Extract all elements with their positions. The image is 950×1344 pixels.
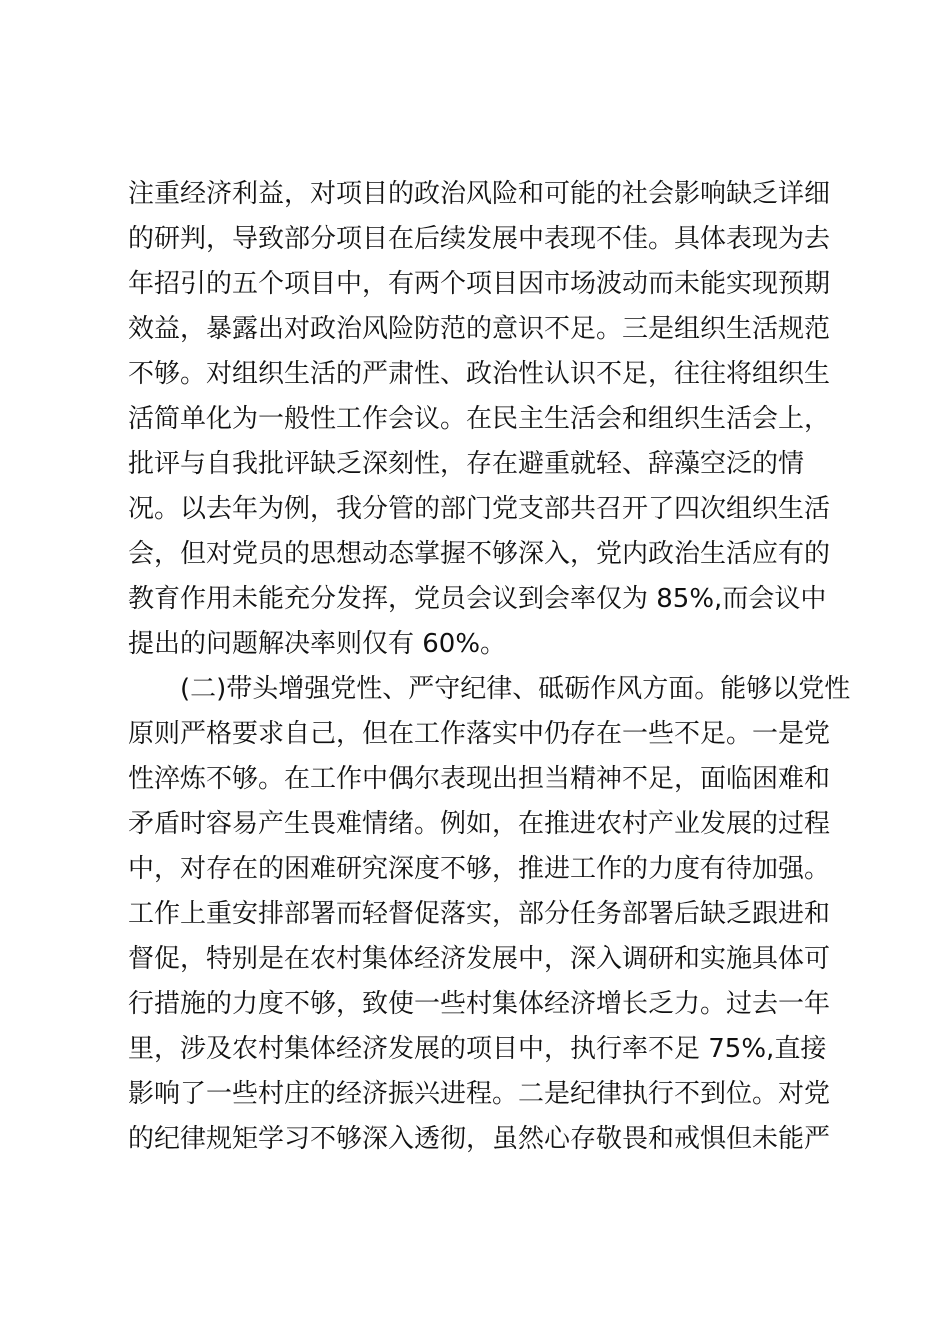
text-line: 注重经济利益，对项目的政治风险和可能的社会影响缺乏详细 <box>128 179 831 209</box>
section-heading-line: (二)带头增强党性、严守纪律、砥砺作风方面。能够以党性 <box>180 674 851 704</box>
document-body <box>128 172 851 1162</box>
text-line: 教育作用未能充分发挥，党员会议到会率仅为 85%,而会议中 <box>128 584 827 614</box>
text-line: 矛盾时容易产生畏难情绪。例如，在推进农村产业发展的过程 <box>128 809 831 839</box>
text-line: 会，但对党员的思想动态掌握不够深入，党内政治生活应有的 <box>128 539 831 569</box>
text-line: 行措施的力度不够，致使一些村集体经济增长乏力。过去一年 <box>128 989 831 1019</box>
text-line: 提出的问题解决率则仅有 60%。 <box>128 629 507 659</box>
text-line: 活简单化为一般性工作会议。在民主生活会和组织生活会上， <box>128 404 831 434</box>
text-line: 影响了一些村庄的经济振兴进程。二是纪律执行不到位。对党 <box>128 1079 831 1109</box>
text-line: 的纪律规矩学习不够深入透彻，虽然心存敬畏和戒惧但未能严 <box>128 1124 831 1154</box>
text-line: 效益，暴露出对政治风险防范的意识不足。三是组织生活规范 <box>128 314 831 344</box>
text-line: 里，涉及农村集体经济发展的项目中，执行率不足 75%,直接 <box>128 1034 827 1064</box>
text-line: 性淬炼不够。在工作中偶尔表现出担当精神不足，面临困难和 <box>128 764 831 794</box>
text-line: 批评与自我批评缺乏深刻性，存在避重就轻、辞藻空泛的情 <box>128 449 805 479</box>
text-line: 年招引的五个项目中，有两个项目因市场波动而未能实现预期 <box>128 269 831 299</box>
text-line: 中，对存在的困难研究深度不够，推进工作的力度有待加强。 <box>128 854 831 884</box>
text-line: 原则严格要求自己，但在工作落实中仍存在一些不足。一是党 <box>128 719 831 749</box>
text-line: 工作上重安排部署而轻督促落实，部分任务部署后缺乏跟进和 <box>128 899 831 929</box>
text-line: 不够。对组织生活的严肃性、政治性认识不足，往往将组织生 <box>128 359 831 389</box>
text-line: 况。以去年为例，我分管的部门党支部共召开了四次组织生活 <box>128 494 831 524</box>
text-line: 督促，特别是在农村集体经济发展中，深入调研和实施具体可 <box>128 944 831 974</box>
text-line: 的研判，导致部分项目在后续发展中表现不佳。具体表现为去 <box>128 224 831 254</box>
